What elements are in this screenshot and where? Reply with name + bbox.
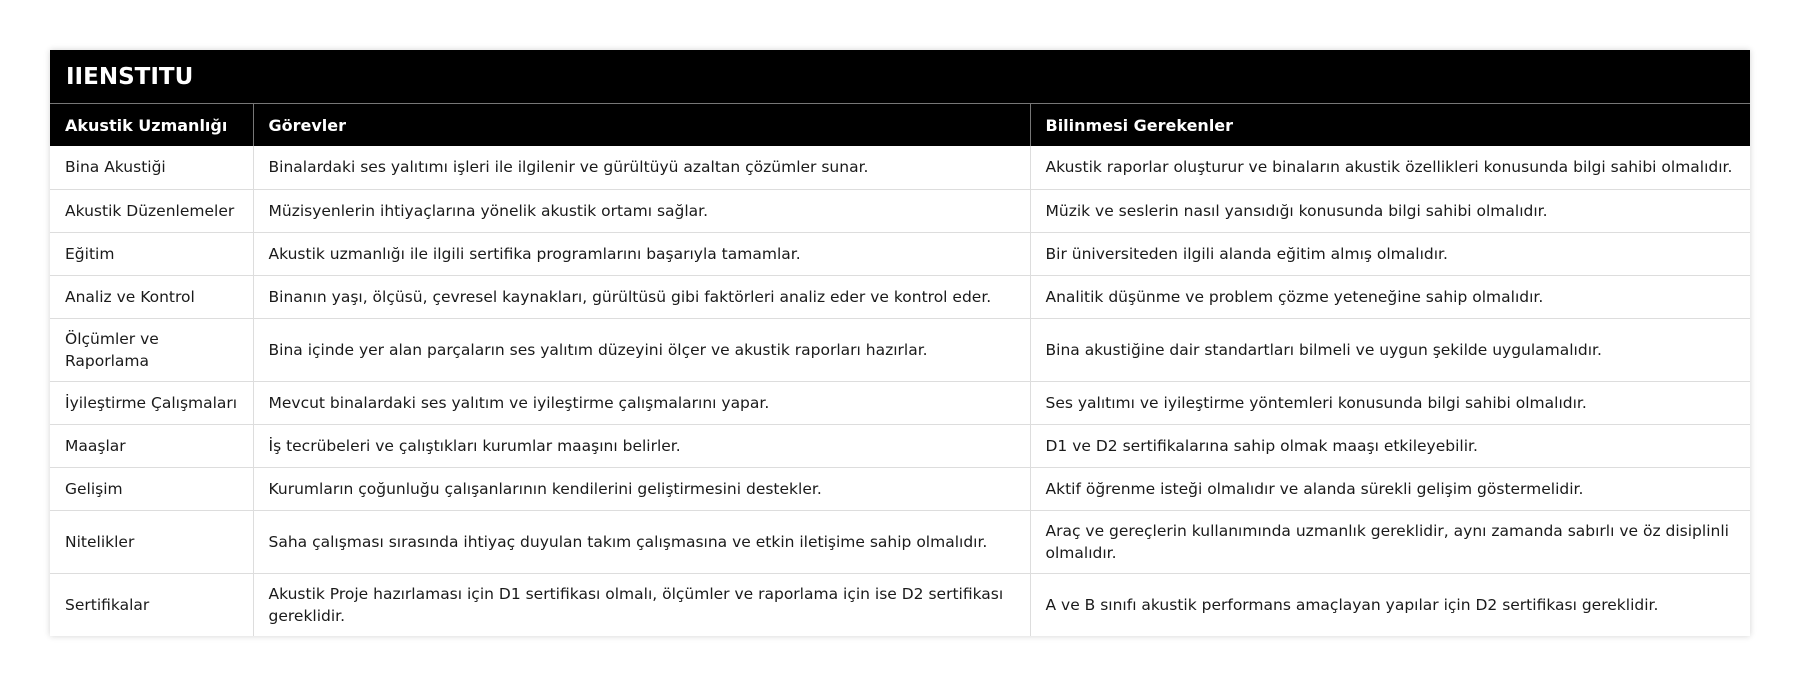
cell-tasks: Akustik uzmanlığı ile ilgili sertifika programlarını başarıyla tamamlar. xyxy=(253,232,1030,275)
cell-requirements: Bina akustiğine dair standartları bilmeli ve uygun şekilde uygulamalıdır. xyxy=(1030,318,1750,381)
table-row xyxy=(50,146,1750,189)
cell-expertise: Bina Akustiği xyxy=(50,146,253,189)
table-row xyxy=(50,275,1750,318)
table-header xyxy=(50,104,1750,146)
cell-requirements: Bir üniversiteden ilgili alanda eğitim almış olmalıdır. xyxy=(1030,232,1750,275)
cell-expertise: Maaşlar xyxy=(50,424,253,467)
cell-expertise: Akustik Düzenlemeler xyxy=(50,189,253,232)
cell-requirements: Müzik ve seslerin nasıl yansıdığı konusunda bilgi sahibi olmalıdır. xyxy=(1030,189,1750,232)
acoustic-expertise-table xyxy=(50,104,1750,636)
cell-tasks: Saha çalışması sırasında ihtiyaç duyulan takım çalışmasına ve etkin iletişime sahip olmalıdır. xyxy=(253,510,1030,573)
content-table-container xyxy=(50,50,1750,636)
cell-tasks: Akustik Proje hazırlaması için D1 sertifikası olmalı, ölçümler ve raporlama için ise D2 sertifikası gereklidir. xyxy=(253,573,1030,636)
table-row xyxy=(50,573,1750,636)
table-row xyxy=(50,467,1750,510)
cell-expertise: İyileştirme Çalışmaları xyxy=(50,381,253,424)
cell-tasks: Müzisyenlerin ihtiyaçlarına yönelik akustik ortamı sağlar. xyxy=(253,189,1030,232)
cell-requirements: Analitik düşünme ve problem çözme yeteneğine sahip olmalıdır. xyxy=(1030,275,1750,318)
cell-tasks: Bina içinde yer alan parçaların ses yalıtım düzeyini ölçer ve akustik raporları hazırlar. xyxy=(253,318,1030,381)
cell-tasks: Kurumların çoğunluğu çalışanlarının kendilerini geliştirmesini destekler. xyxy=(253,467,1030,510)
table-row xyxy=(50,510,1750,573)
header-row xyxy=(50,104,1750,146)
table-row xyxy=(50,189,1750,232)
cell-expertise: Ölçümler ve Raporlama xyxy=(50,318,253,381)
cell-expertise: Sertifikalar xyxy=(50,573,253,636)
cell-requirements: A ve B sınıfı akustik performans amaçlayan yapılar için D2 sertifikası gereklidir. xyxy=(1030,573,1750,636)
column-header-requirements: Bilinmesi Gerekenler xyxy=(1030,104,1750,146)
cell-expertise: Analiz ve Kontrol xyxy=(50,275,253,318)
cell-requirements: Araç ve gereçlerin kullanımında uzmanlık gereklidir, aynı zamanda sabırlı ve öz disiplinli olmalıdır. xyxy=(1030,510,1750,573)
cell-tasks: İş tecrübeleri ve çalıştıkları kurumlar maaşını belirler. xyxy=(253,424,1030,467)
cell-expertise: Gelişim xyxy=(50,467,253,510)
cell-expertise: Nitelikler xyxy=(50,510,253,573)
cell-expertise: Eğitim xyxy=(50,232,253,275)
table-row xyxy=(50,318,1750,381)
table-row xyxy=(50,381,1750,424)
brand-title: IIENSTITU xyxy=(50,50,1750,104)
table-row xyxy=(50,232,1750,275)
cell-tasks: Mevcut binalardaki ses yalıtım ve iyileştirme çalışmalarını yapar. xyxy=(253,381,1030,424)
cell-requirements: Aktif öğrenme isteği olmalıdır ve alanda sürekli gelişim göstermelidir. xyxy=(1030,467,1750,510)
table-row xyxy=(50,424,1750,467)
table-body xyxy=(50,146,1750,636)
column-header-tasks: Görevler xyxy=(253,104,1030,146)
cell-requirements: Ses yalıtımı ve iyileştirme yöntemleri konusunda bilgi sahibi olmalıdır. xyxy=(1030,381,1750,424)
cell-requirements: D1 ve D2 sertifikalarına sahip olmak maaşı etkileyebilir. xyxy=(1030,424,1750,467)
column-header-expertise: Akustik Uzmanlığı xyxy=(50,104,253,146)
cell-requirements: Akustik raporlar oluşturur ve binaların akustik özellikleri konusunda bilgi sahibi olmalıdır. xyxy=(1045,158,1733,177)
cell-tasks: Binanın yaşı, ölçüsü, çevresel kaynakları, gürültüsü gibi faktörleri analiz eder ve kontrol eder. xyxy=(253,275,1030,318)
cell-tasks: Binalardaki ses yalıtımı işleri ile ilgilenir ve gürültüyü azaltan çözümler sunar. xyxy=(253,146,1030,189)
